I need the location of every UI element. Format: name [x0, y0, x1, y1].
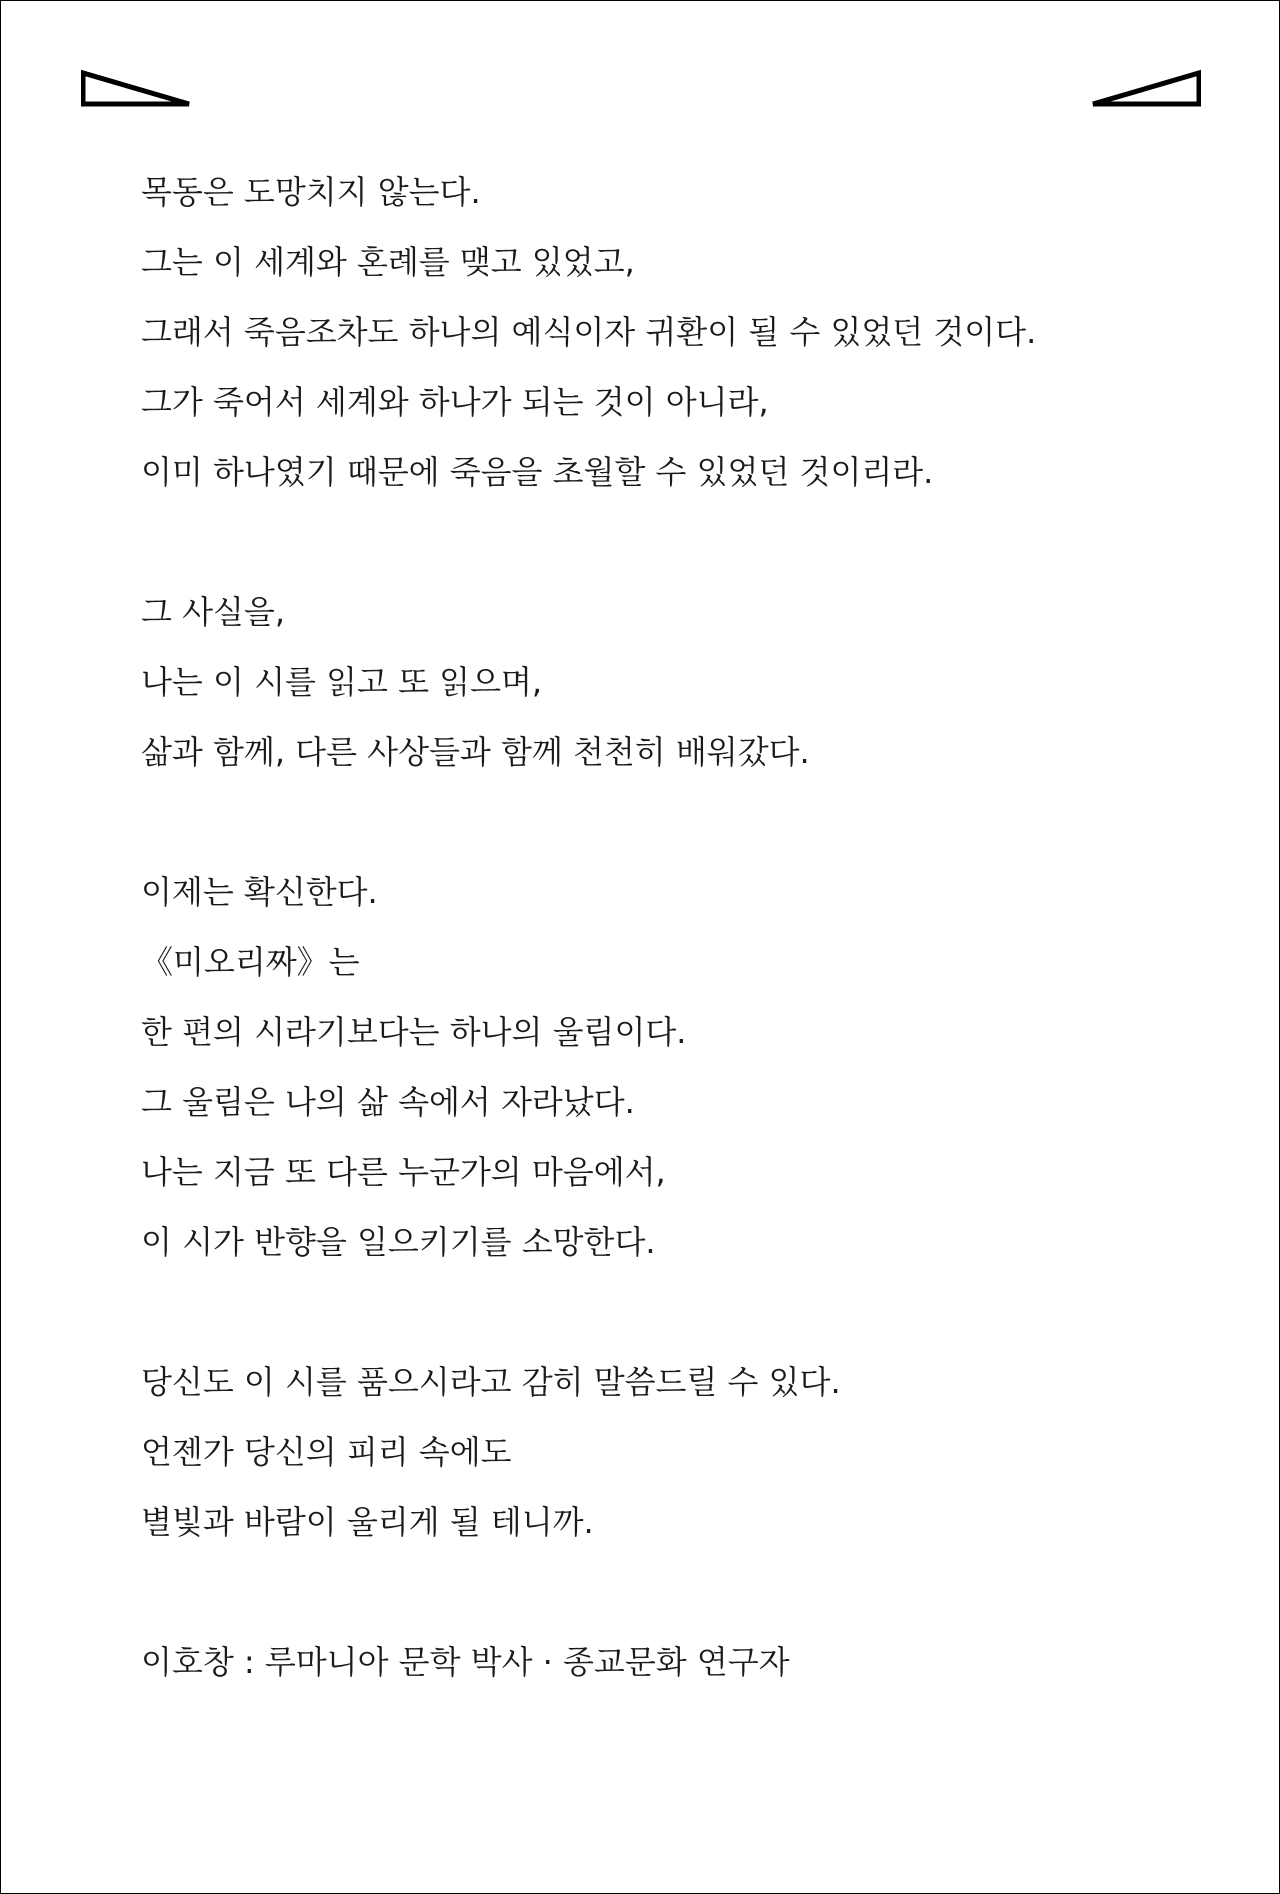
text-line: 그 사실을,	[141, 593, 285, 631]
body-text	[141, 157, 1181, 1697]
text-line: 그래서 죽음조차도 하나의 예식이자 귀환이 될 수 있었던 것이다.	[141, 313, 1037, 351]
text-line: 언젠가 당신의 피리 속에도	[141, 1433, 512, 1471]
text-line: 이 시가 반향을 일으키기를 소망한다.	[141, 1223, 656, 1261]
text-line: 《미오리짜》는	[141, 943, 360, 981]
text-line: 당신도 이 시를 품으시라고 감히 말씀드릴 수 있다.	[141, 1363, 841, 1401]
stanza-4	[141, 1347, 1181, 1557]
stanza-gap	[141, 787, 1181, 857]
corner-ornament-right-icon	[1089, 69, 1201, 107]
stanza-3	[141, 857, 1181, 1277]
text-line: 나는 지금 또 다른 누군가의 마음에서,	[141, 1153, 666, 1191]
text-line: 그 울림은 나의 삶 속에서 자라났다.	[141, 1083, 635, 1121]
stanza-gap	[141, 507, 1181, 577]
author-signature: 이호창 : 루마니아 문학 박사 · 종교문화 연구자	[141, 1643, 790, 1681]
text-line: 별빛과 바람이 울리게 될 테니까.	[141, 1503, 594, 1541]
stanza-1	[141, 157, 1181, 507]
stanza-gap	[141, 1557, 1181, 1627]
text-line: 이미 하나였기 때문에 죽음을 초월할 수 있었던 것이리라.	[141, 453, 934, 491]
text-line: 나는 이 시를 읽고 또 읽으며,	[141, 663, 543, 701]
stanza-gap	[141, 1277, 1181, 1347]
corner-ornament-left-icon	[81, 69, 193, 107]
text-line: 그가 죽어서 세계와 하나가 되는 것이 아니라,	[141, 383, 769, 421]
text-line: 그는 이 세계와 혼례를 맺고 있었고,	[141, 243, 635, 281]
text-line: 이제는 확신한다.	[141, 873, 378, 911]
text-line: 삶과 함께, 다른 사상들과 함께 천천히 배워갔다.	[141, 733, 810, 771]
text-line: 목동은 도망치지 않는다.	[141, 173, 481, 211]
text-line: 한 편의 시라기보다는 하나의 울림이다.	[141, 1013, 687, 1051]
stanza-2	[141, 577, 1181, 787]
